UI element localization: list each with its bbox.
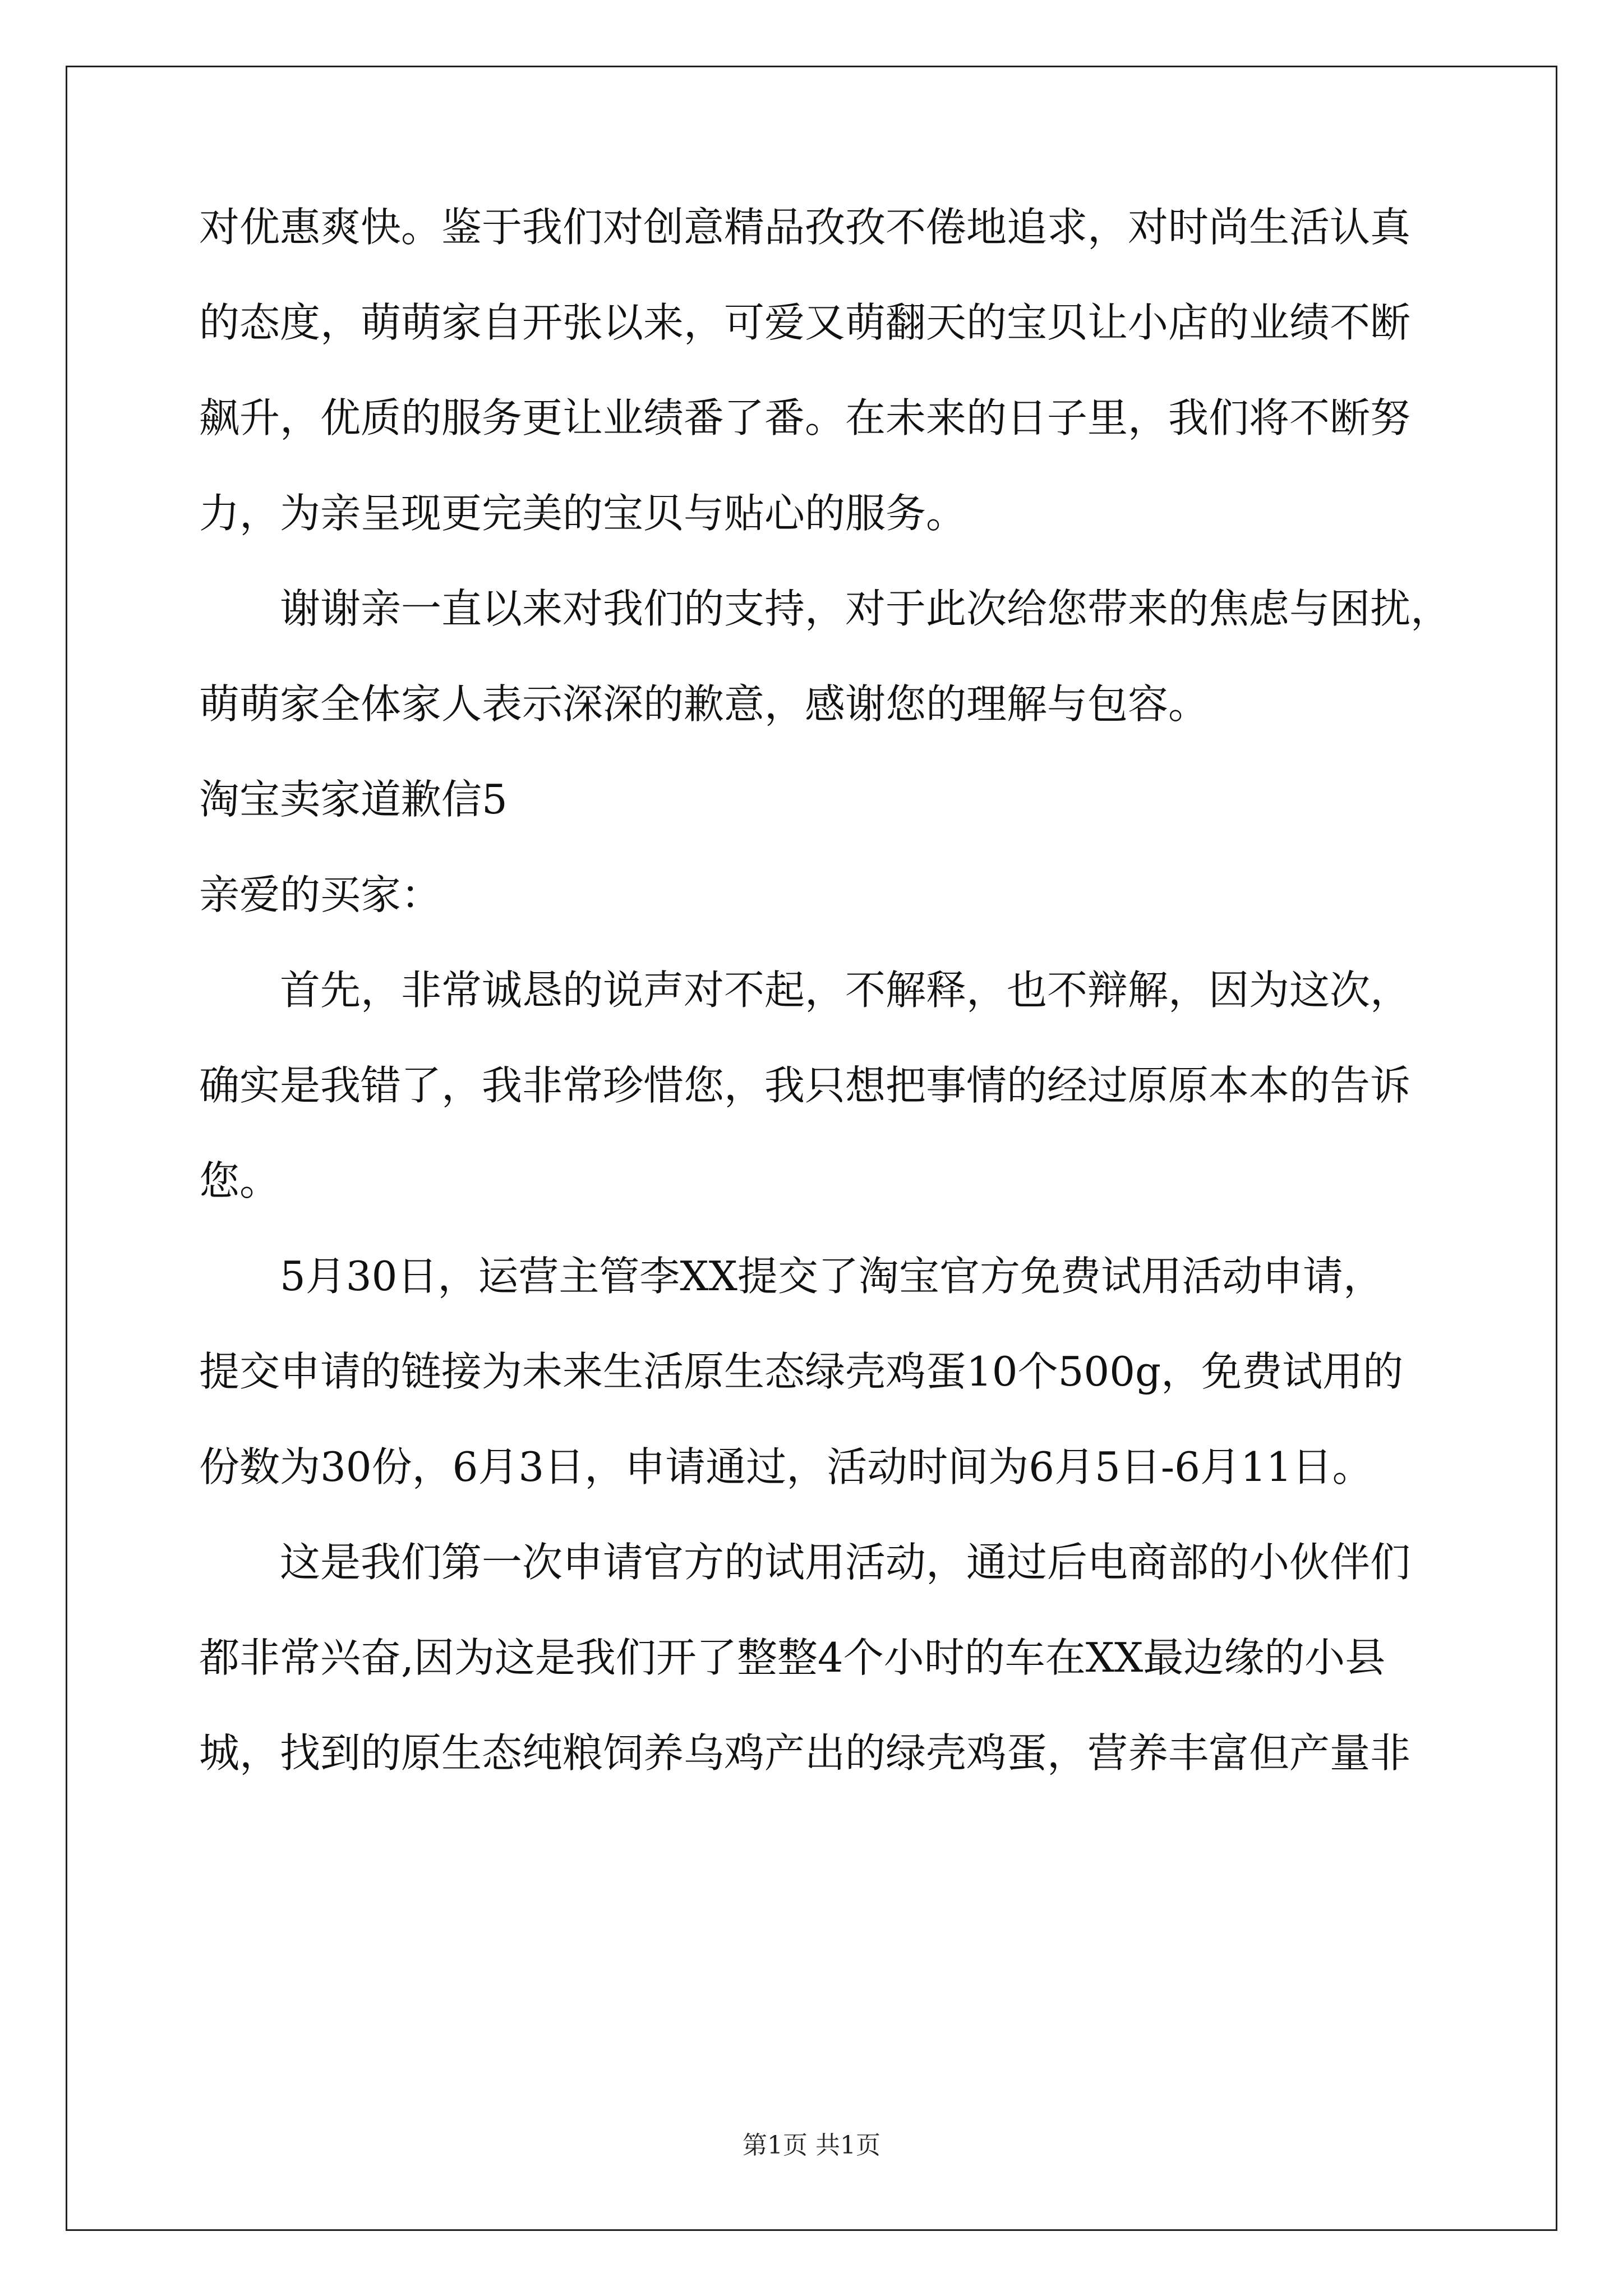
text-line: 萌萌家全体家人表示深深的歉意，感谢您的理解与包容。 [199,680,1209,728]
text-line: 提交申请的链接为未来生活原生态绿壳鸡蛋10个500g，免费试用的 [199,1348,1404,1395]
section-title: 淘宝卖家道歉信5 [199,776,508,823]
text-line: 5月30日，运营主管李XX提交了淘宝官方免费试用活动申请， [280,1253,1384,1300]
text-line: 飙升，优质的服务更让业绩番了番。在未来的日子里，我们将不断努 [199,394,1411,441]
text-line: 这是我们第一次申请官方的试用活动，通过后电商部的小伙伴们 [280,1539,1411,1586]
text-line: 的态度，萌萌家自开张以来，可爱又萌翻天的宝贝让小店的业绩不断 [199,299,1411,346]
salutation: 亲爱的买家： [199,871,442,918]
text-line: 都非常兴奋,因为这是我们开了整整4个小时的车在XX最边缘的小县 [199,1634,1386,1681]
page-footer: 第1页 共1页 [743,2131,880,2160]
text-line: 力，为亲呈现更完美的宝贝与贴心的服务。 [199,490,967,537]
text-line: 对优惠爽快。鉴于我们对创意精品孜孜不倦地追求，对时尚生活认真 [199,204,1411,251]
text-line: 确实是我错了，我非常珍惜您，我只想把事情的经过原原本本的告诉 [199,1062,1411,1109]
text-line: 份数为30份，6月3日，申请通过，活动时间为6月5日-6月11日。 [199,1443,1373,1490]
text-line: 您。 [199,1157,280,1204]
text-line: 城，找到的原生态纯粮饲养乌鸡产出的绿壳鸡蛋，营养丰富但产量非 [199,1729,1411,1777]
text-line: 谢谢亲一直以来对我们的支持，对于此次给您带来的焦虑与困扰， [280,585,1451,632]
text-line: 首先，非常诚恳的说声对不起，不解释，也不辩解，因为这次， [280,967,1411,1014]
